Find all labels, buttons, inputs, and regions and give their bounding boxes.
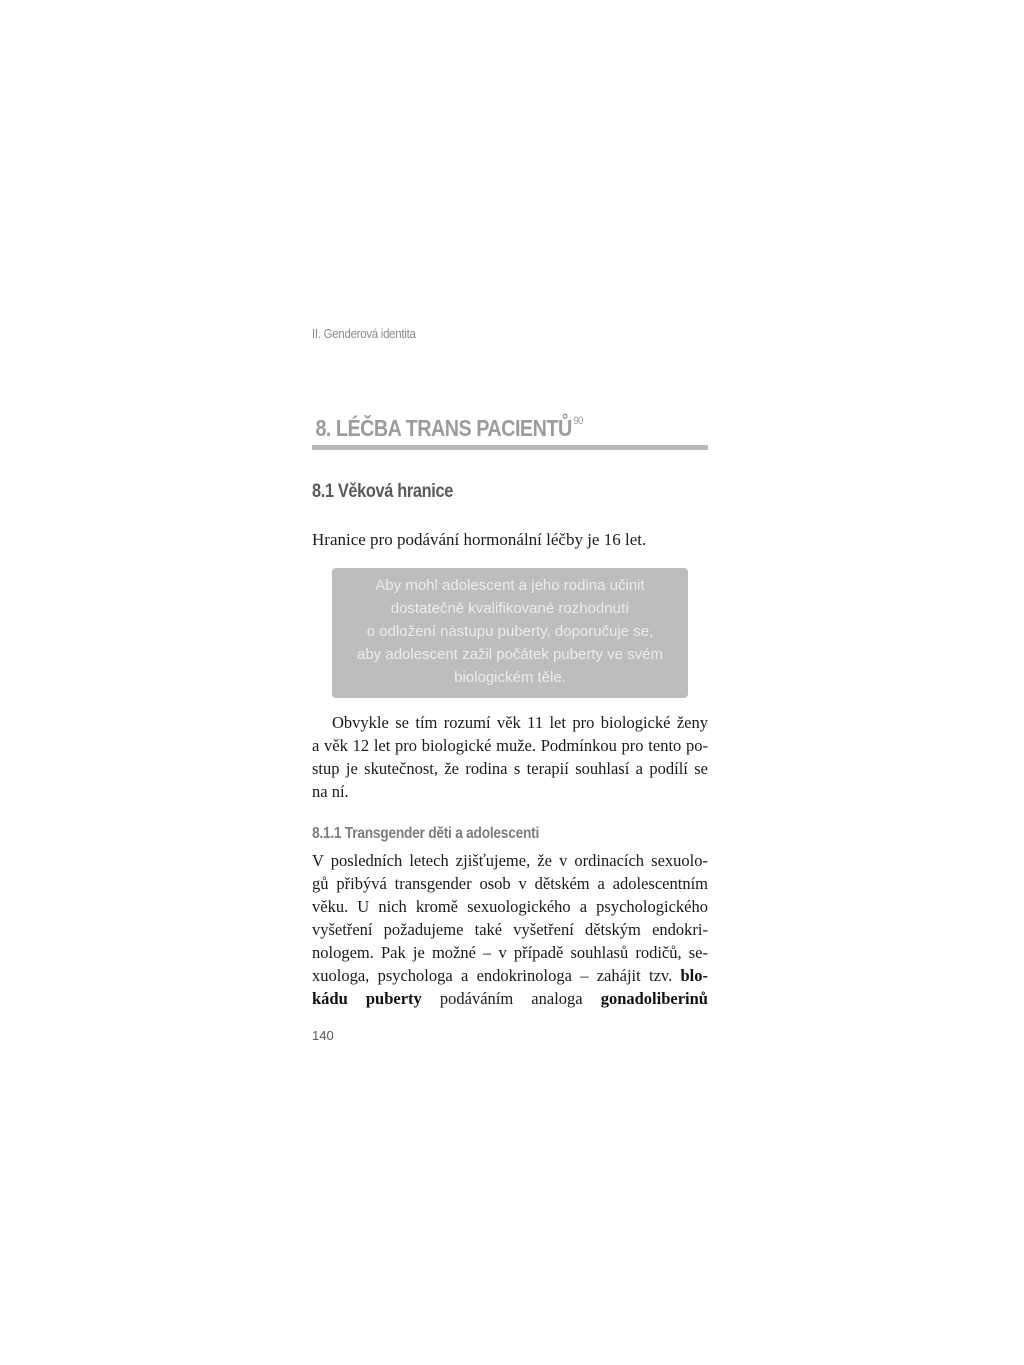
chapter-title-text: 8. LÉČBA TRANS PACIENTŮ [315,415,572,441]
text-line: vyšetření požadujeme také vyšetření dětským endokri- [312,920,708,939]
text-line: Obvykle se tím rozumí věk 11 let pro biologické ženy [332,713,708,732]
section-title: 8.1 Věková hranice [312,481,453,502]
text-run: xuologa, psychologa a endokrinologa – zahájit tzv. [312,966,673,985]
running-header: II. Genderová identita [312,326,416,341]
chapter-rule [312,445,708,450]
page-number: 140 [312,1028,334,1043]
chapter-heading [312,404,708,450]
paragraph-age-details [312,711,708,803]
callout-line: biologickém těle. [454,669,566,686]
chapter-title [312,404,653,445]
bold-term: kádu puberty [312,989,422,1008]
text-line: na ní. [312,782,349,801]
text-line: V posledních letech zjišťujeme, že v ordinacích sexuolo- [312,851,708,870]
bold-term: gonadoliberinů [600,989,708,1008]
callout-line: aby adolescent zažil počátek puberty ve svém [357,646,663,663]
text-line: gů přibývá transgender osob v dětském a adolescentním [312,874,708,893]
text-line: a věk 12 let pro biologické muže. Podmínkou pro tento po- [312,736,708,755]
text-line [312,964,708,987]
highlight-callout [332,568,688,698]
callout-line: o odložení nástupu puberty, doporučuje se, [366,623,654,640]
callout-line: dostatečně kvalifikované rozhodnutí [390,600,630,617]
text-line: nologem. Pak je možné – v případě souhlasů rodičů, se- [312,943,708,962]
paragraph-transgender-youth [312,849,708,1010]
callout-line: Aby mohl adolescent a jeho rodina učinit [375,577,645,594]
text-run: podáváním analoga [439,989,583,1008]
subsection-title: 8.1.1 Transgender děti a adolescenti [312,825,540,842]
section-lead-sentence: Hranice pro podávání hormonální léčby je 16 let. [312,530,647,549]
bold-term: blo- [680,966,708,985]
text-line [312,987,708,1010]
footnote-ref[interactable]: 90 [573,415,583,427]
text-line: věku. U nich kromě sexuologického a psychologického [312,897,708,916]
text-line: stup je skutečnost, že rodina s terapií souhlasí a podílí se [312,759,708,778]
